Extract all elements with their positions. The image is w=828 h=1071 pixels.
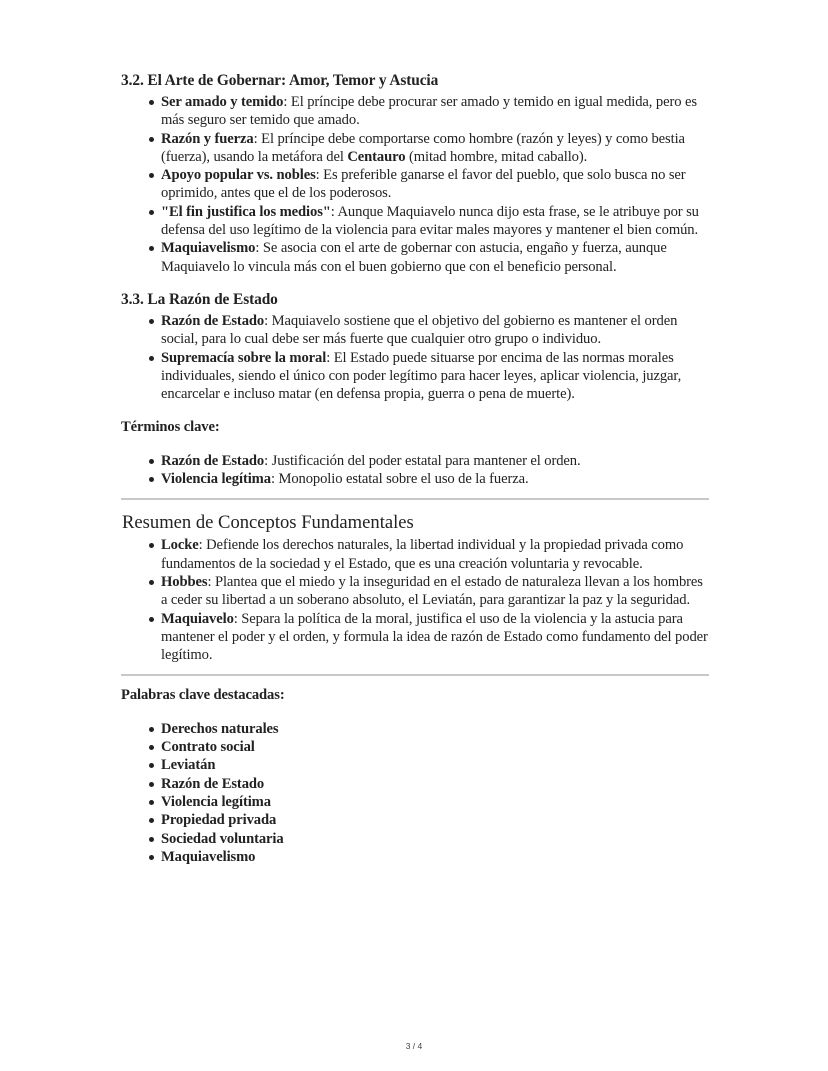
list-item bbox=[161, 239, 709, 276]
list-item bbox=[161, 573, 709, 610]
keyword-item: Contrato social bbox=[161, 738, 709, 756]
term: "El fin justifica los medios" bbox=[161, 203, 331, 220]
term: Hobbes bbox=[161, 573, 208, 590]
key-terms-label: Términos clave: bbox=[121, 419, 220, 436]
definition: : Justificación del poder estatal para mantener el orden. bbox=[264, 452, 581, 469]
term: Supremacía sobre la moral bbox=[161, 349, 327, 366]
summary-list bbox=[121, 536, 709, 664]
term: Violencia legítima bbox=[161, 471, 271, 488]
definition: : Monopolio estatal sobre el uso de la fuerza. bbox=[270, 471, 529, 488]
section-3-3-list bbox=[121, 312, 709, 403]
list-item bbox=[161, 93, 709, 130]
page-indicator: 3 / 4 bbox=[405, 1041, 423, 1051]
section-3-3-heading: 3.3. La Razón de Estado bbox=[121, 290, 278, 308]
term: Maquiavelo bbox=[161, 610, 234, 627]
term-centauro: Centauro bbox=[347, 148, 406, 165]
list-item bbox=[161, 470, 709, 488]
list-item bbox=[161, 130, 709, 167]
term: Maquiavelismo bbox=[161, 240, 256, 257]
keyword-item: Maquiavelismo bbox=[161, 848, 709, 866]
term: Razón de Estado bbox=[161, 312, 265, 329]
list-item bbox=[161, 452, 709, 470]
definition: : Se asocia con el arte de gobernar con astucia, engaño y fuerza, aunque Maquiavelo lo vincula más con el buen gobierno que con el beneficio personal. bbox=[161, 240, 667, 275]
summary-heading: Resumen de Conceptos Fundamentales bbox=[122, 512, 414, 534]
section-3-2-list bbox=[121, 93, 709, 276]
definition: : Maquiavelo sostiene que el objetivo del gobierno es mantener el orden social, para lo cual debe ser más fuerte que cualquier otro grupo o individuo. bbox=[161, 312, 678, 348]
term: Razón de Estado bbox=[161, 452, 265, 469]
keywords-list bbox=[121, 720, 709, 866]
list-item bbox=[161, 203, 709, 240]
list-item bbox=[161, 610, 709, 665]
definition: : Aunque Maquiavelo nunca dijo esta frase, se le atribuye por su defensa del uso legítimo de la violencia para evitar males mayores y mantener el bien común. bbox=[161, 203, 699, 239]
definition: (mitad hombre, mitad caballo). bbox=[405, 148, 588, 165]
definition: : Es preferible ganarse el favor del pueblo, que solo busca no ser oprimido, antes que el de los poderosos. bbox=[161, 167, 686, 202]
keyword-item: Propiedad privada bbox=[161, 811, 709, 829]
term: Ser amado y temido bbox=[161, 94, 284, 110]
term: Locke bbox=[161, 537, 199, 554]
keyword-item: Sociedad voluntaria bbox=[161, 830, 709, 848]
list-item bbox=[161, 312, 709, 349]
definition: : Defiende los derechos naturales, la libertad individual y la propiedad privada como fundamentos de la sociedad y el Estado, que es una creación voluntaria y revocable. bbox=[161, 537, 684, 572]
definition: : El príncipe debe procurar ser amado y temido en igual medida, pero es más seguro ser temido que amado. bbox=[161, 94, 697, 129]
section-3-2-heading: 3.2. El Arte de Gobernar: Amor, Temor y Astucia bbox=[121, 72, 439, 89]
list-item bbox=[161, 349, 709, 404]
key-terms-list bbox=[121, 452, 709, 489]
keyword-item: Razón de Estado bbox=[161, 775, 709, 793]
definition: : Plantea que el miedo y la inseguridad en el estado de naturaleza llevan a los hombres a ceder su libertad a un soberano absoluto, el Leviatán, para garantizar la paz y la seguridad. bbox=[161, 573, 703, 609]
keywords-label: Palabras clave destacadas: bbox=[121, 687, 285, 704]
document-page bbox=[121, 70, 709, 866]
list-item bbox=[161, 536, 709, 573]
definition: : El príncipe debe comportarse como hombre (razón y leyes) y como bestia (fuerza), usando la metáfora del bbox=[161, 130, 685, 165]
definition: : El Estado puede situarse por encima de las normas morales individuales, siendo el único con poder legítimo para hacer leyes, aplicar violencia, juzgar, encarcelar e incluso matar (en defensa propia, guerra o pena de muerte). bbox=[161, 349, 682, 403]
term: Apoyo popular vs. nobles bbox=[161, 167, 316, 184]
term: Razón y fuerza bbox=[161, 130, 254, 147]
keyword-item: Derechos naturales bbox=[161, 720, 709, 738]
definition: : Separa la política de la moral, justifica el uso de la violencia y la astucia para mantener el poder y el orden, y formula la idea de razón de Estado como fundamento del poder legítimo. bbox=[161, 610, 708, 664]
keyword-item: Leviatán bbox=[161, 756, 709, 774]
list-item bbox=[161, 166, 709, 203]
keyword-item: Violencia legítima bbox=[161, 793, 709, 811]
